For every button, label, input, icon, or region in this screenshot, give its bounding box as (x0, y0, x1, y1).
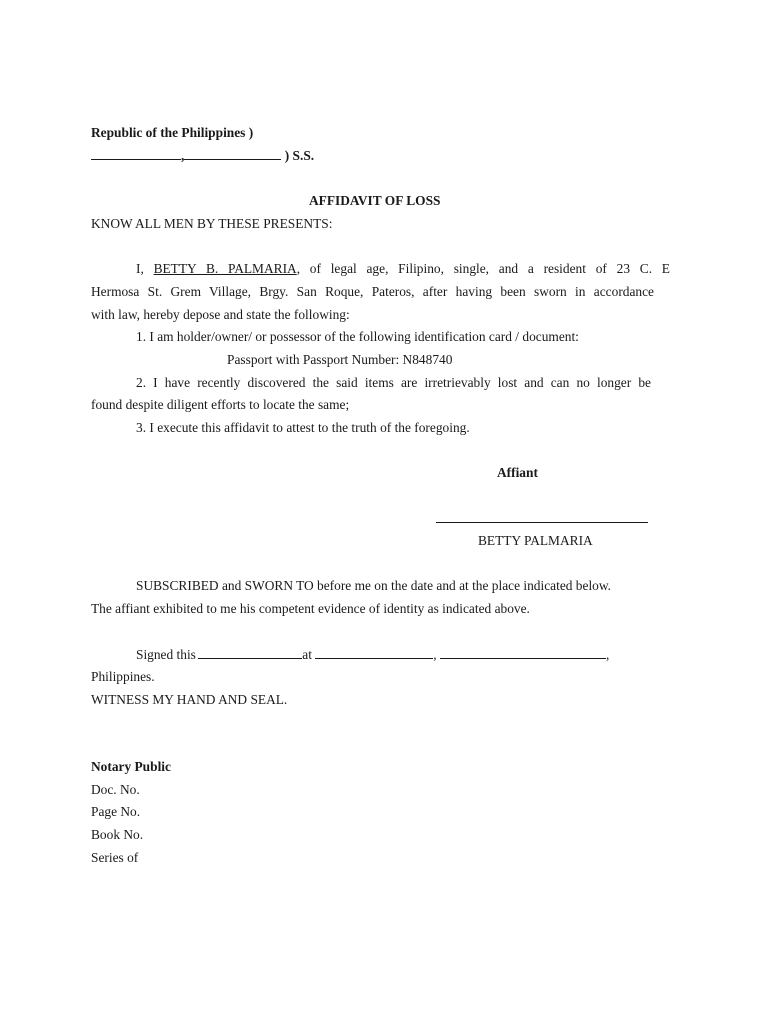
affiant-name: BETTY B. PALMARIA (153, 261, 297, 276)
witness-line: WITNESS MY HAND AND SEAL. (91, 692, 288, 707)
item-2-line-2: found despite diligent efforts to locate the same; (91, 397, 350, 412)
venue-line (91, 148, 314, 164)
jurat-line-2: The affiant exhibited to me his competent evidence of identity as indicated above. (91, 601, 530, 616)
philippines-line: Philippines. (91, 669, 155, 684)
city-blank-2[interactable] (440, 647, 606, 659)
intro-line: KNOW ALL MEN BY THESE PRESENTS: (91, 216, 333, 231)
place-blank[interactable] (315, 647, 433, 659)
paragraph-line-2: Hermosa St. Grem Village, Brgy. San Roque, Pateros, after having been sworn in accordance (91, 284, 654, 299)
item-1-detail: Passport with Passport Number: N848740 (227, 352, 453, 367)
p1-rest: , of legal age, Filipino, single, and a resident of 23 C. E (296, 261, 670, 276)
affiant-label: Affiant (497, 465, 538, 480)
date-blank[interactable] (198, 647, 302, 659)
signed-this-line (136, 647, 609, 663)
at-label: at (302, 647, 312, 662)
comma: , (433, 647, 437, 662)
jurat-line-1: SUBSCRIBED and SWORN TO before me on the date and at the place indicated below. (136, 578, 612, 593)
p1-prefix: I, (136, 261, 154, 276)
page-no: Page No. (91, 804, 141, 819)
affiant-printed-name: BETTY PALMARIA (478, 533, 593, 548)
item-3: 3. I execute this affidavit to attest to the truth of the foregoing. (136, 420, 470, 435)
document-title: AFFIDAVIT OF LOSS (309, 193, 441, 208)
paragraph-line-1 (136, 261, 670, 277)
signed-this-label: Signed this (136, 647, 196, 662)
book-no: Book No. (91, 827, 144, 842)
item-1: 1. I am holder/owner/ or possessor of the following identification card / document: (136, 329, 579, 344)
signature-line[interactable] (436, 522, 648, 523)
item-2-line-1: 2. I have recently discovered the said items are irretrievably lost and can no longer be (136, 375, 651, 390)
province-blank[interactable] (184, 148, 281, 160)
comma: , (181, 148, 185, 163)
notary-public-label: Notary Public (91, 759, 171, 774)
doc-no: Doc. No. (91, 782, 140, 797)
comma: , (606, 647, 610, 662)
series-of: Series of (91, 850, 139, 865)
ss-label: ) S.S. (284, 148, 315, 163)
paragraph-line-3: with law, hereby depose and state the following: (91, 307, 350, 322)
republic-header: Republic of the Philippines ) (91, 125, 254, 140)
city-blank[interactable] (91, 148, 181, 160)
